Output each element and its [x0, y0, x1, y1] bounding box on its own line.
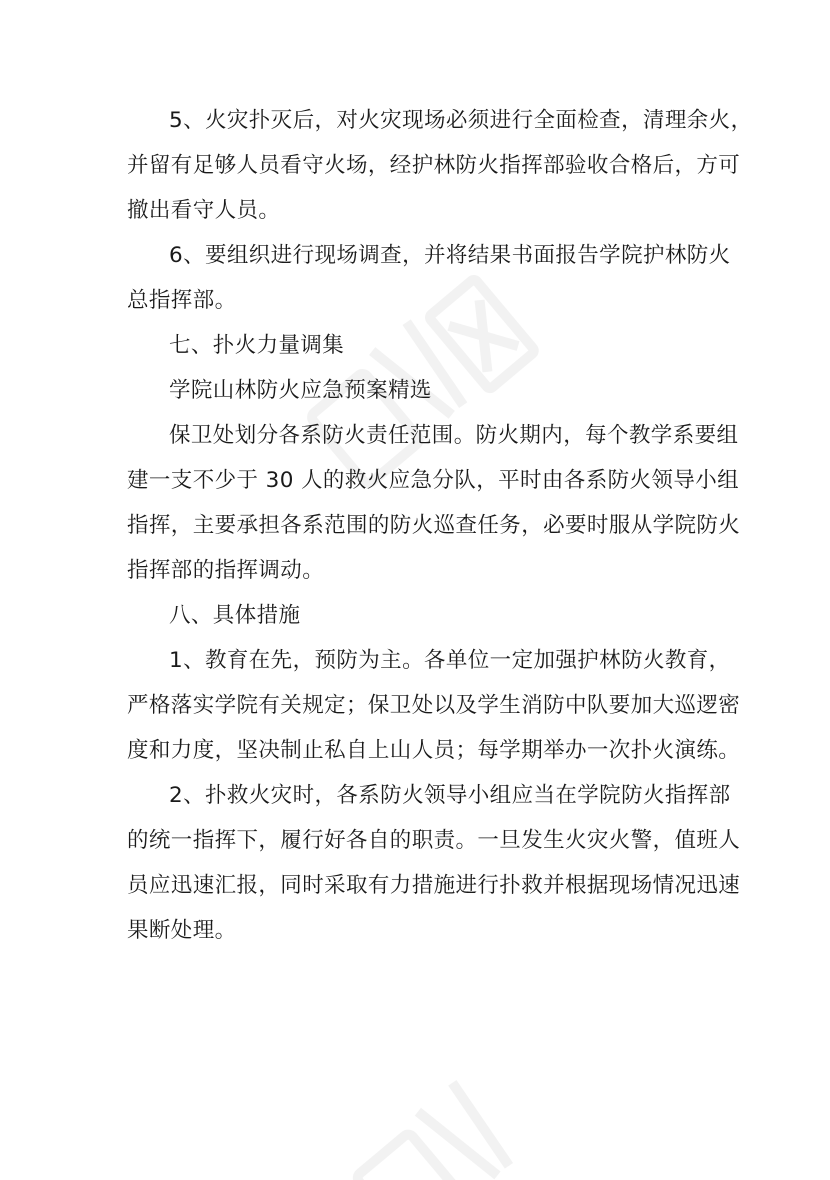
paragraph-1-line-2: 严格落实学院有关规定；保卫处以及学生消防中队要加大巡逻密 — [127, 693, 741, 718]
paragraph-1-line-1: 1、教育在先，预防为主。各单位一定加强护林防火教育， — [169, 648, 731, 673]
paragraph-security-line-2: 建一支不少于 30 人的救火应急分队，平时由各系防火领导小组 — [127, 468, 740, 493]
section-heading-8: 八、具体措施 — [169, 603, 301, 628]
paragraph-2-line-4: 果断处理。 — [127, 918, 237, 943]
paragraph-2-line-3: 员应迅速汇报，同时采取有力措施进行扑救并根据现场情况迅速 — [127, 873, 741, 898]
paragraph-security-line-4: 指挥部的指挥调动。 — [127, 558, 325, 583]
paragraph-5-line-2: 并留有足够人员看守火场，经护林防火指挥部验收合格后，方可 — [127, 153, 741, 178]
paragraph-6-line-2: 总指挥部。 — [127, 288, 237, 313]
paragraph-1-line-3: 度和力度，坚决制止私自上山人员；每学期举办一次扑火演练。 — [127, 738, 741, 763]
paragraph-2-line-2: 的统一指挥下，履行好各自的职责。一旦发生火灾火警，值班人 — [127, 828, 741, 853]
paragraph-2-line-1: 2、扑救火灾时，各系防火领导小组应当在学院防火指挥部 — [169, 783, 731, 808]
paragraph-security-line-1: 保卫处划分各系防火责任范围。防火期内，每个教学系要组 — [169, 423, 739, 448]
paragraph-6-line-1: 6、要组织进行现场调查，并将结果书面报告学院护林防火 — [169, 243, 731, 268]
watermark-logo-icon-bottom — [320, 1070, 580, 1180]
subtitle: 学院山林防火应急预案精选 — [169, 378, 432, 403]
paragraph-security-line-3: 指挥，主要承担各系范围的防火巡查任务，必要时服从学院防火 — [127, 513, 741, 538]
paragraph-5-line-3: 撤出看守人员。 — [127, 198, 281, 223]
section-heading-7: 七、扑火力量调集 — [169, 333, 345, 358]
paragraph-5-line-1: 5、火灾扑灭后，对火灾现场必须进行全面检查，清理余火， — [169, 108, 753, 133]
